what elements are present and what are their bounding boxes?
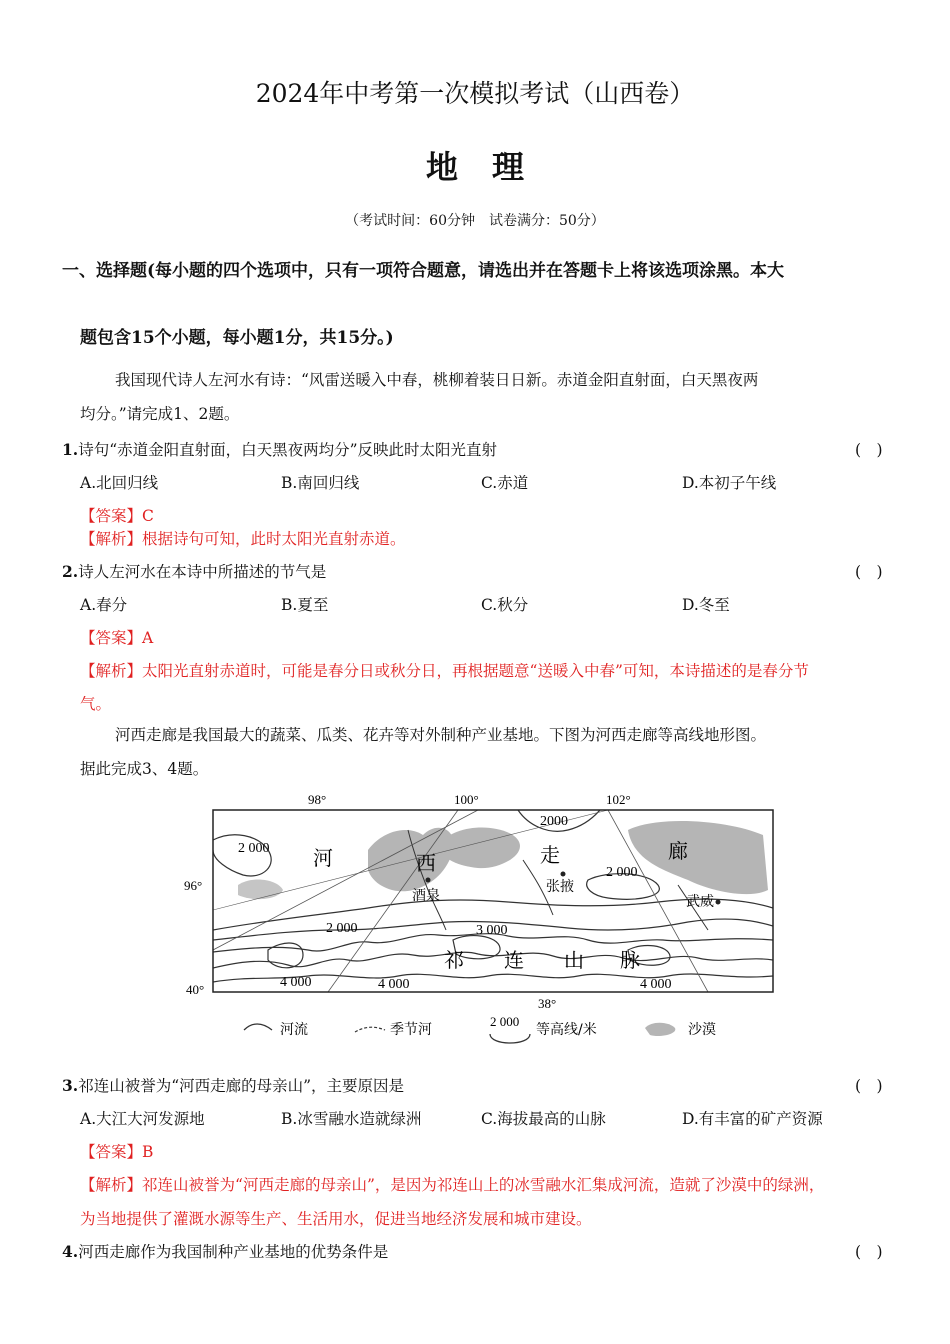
q3-option-a: A.大江大河发源地 bbox=[80, 1110, 205, 1128]
q1-answer bbox=[80, 504, 154, 526]
lat-label-38: 38° bbox=[538, 996, 557, 1011]
intro-passage-line1: 我国现代诗人左河水有诗：“风雷送暖入中春，桃柳着装日日新。赤道金阳直射面，白天黑夜两 bbox=[115, 371, 759, 389]
intro-passage-line2: 均分。”请完成1、2题。 bbox=[80, 405, 240, 423]
question-2-stem: 诗人左河水在本诗中所描述的节气是 bbox=[78, 563, 327, 581]
city-jiuquan: 酒泉 bbox=[412, 888, 440, 904]
question-2-number: 2. bbox=[62, 562, 79, 581]
legend-contour-value: 2 000 bbox=[490, 1014, 520, 1029]
contour-label: 2 000 bbox=[238, 841, 270, 856]
question-3-number: 3. bbox=[62, 1076, 79, 1095]
mountain-label-shan: 山 bbox=[564, 948, 584, 972]
q1-option-c: C.赤道 bbox=[481, 474, 529, 492]
contour-label: 2000 bbox=[540, 814, 568, 829]
legend-river: 河流 bbox=[280, 1022, 308, 1038]
q2-analysis bbox=[80, 659, 809, 681]
q3-answer-value: B bbox=[142, 1143, 154, 1161]
q3-answer-label: 【答案】 bbox=[80, 1143, 143, 1161]
desert-legend-icon bbox=[645, 1023, 675, 1036]
legend-contour: 等高线/米 bbox=[536, 1022, 597, 1038]
subject-title: 地理 bbox=[425, 148, 558, 186]
question-4-number: 4. bbox=[62, 1242, 79, 1261]
question-4-answer-blank: ( ) bbox=[855, 1243, 883, 1261]
q1-option-b: B.南回归线 bbox=[281, 474, 360, 492]
lon-label-100: 100° bbox=[454, 792, 479, 807]
river-legend-icon bbox=[244, 1024, 272, 1030]
question-3 bbox=[62, 1074, 404, 1096]
q1-analysis bbox=[80, 527, 406, 549]
q1-answer-value: C bbox=[142, 507, 154, 525]
question-2-answer-blank: ( ) bbox=[855, 563, 883, 581]
contour-label: 2 000 bbox=[326, 921, 358, 936]
question-3-answer-blank: ( ) bbox=[855, 1077, 883, 1095]
contour-label: 2 000 bbox=[606, 865, 638, 880]
question-1-answer-blank: ( ) bbox=[855, 441, 883, 459]
section-heading-line2: 题包含15个小题，每小题1分，共15分。) bbox=[80, 328, 394, 348]
city-marker-wuwei bbox=[716, 900, 721, 905]
city-marker-jiuquan bbox=[426, 878, 431, 883]
corridor-label-lang: 廊 bbox=[668, 839, 688, 863]
q1-analysis-label: 【解析】 bbox=[80, 530, 143, 548]
question-1 bbox=[62, 438, 497, 460]
q2-option-d: D.冬至 bbox=[682, 596, 730, 614]
question-2 bbox=[62, 560, 326, 582]
q2-option-b: B.夏至 bbox=[281, 596, 329, 614]
lat-label-40: 40° bbox=[186, 982, 205, 997]
q1-analysis-text: 根据诗句可知，此时太阳光直射赤道。 bbox=[142, 530, 406, 548]
lat-label-96: 96° bbox=[184, 878, 203, 893]
corridor-label-he: 河 bbox=[313, 846, 333, 870]
exam-info: （考试时间：60分钟 试卷满分：50分） bbox=[345, 213, 605, 229]
contour-label: 3 000 bbox=[476, 923, 508, 938]
question-4-stem: 河西走廊作为我国制种产业基地的优势条件是 bbox=[78, 1243, 389, 1261]
q2-analysis-text-line1: 太阳光直射赤道时，可能是春分日或秋分日，再根据题意“送暖入中春”可知，本诗描述的是春分节 bbox=[142, 662, 809, 680]
question-3-stem: 祁连山被誉为“河西走廊的母亲山”，主要原因是 bbox=[78, 1077, 405, 1095]
q2-answer-value: A bbox=[142, 629, 154, 647]
q2-answer-label: 【答案】 bbox=[80, 629, 143, 647]
mountain-label-mai: 脉 bbox=[620, 948, 640, 972]
q2-answer bbox=[80, 626, 153, 648]
desert-area bbox=[368, 828, 454, 892]
contour-label: 4 000 bbox=[378, 977, 410, 992]
corridor-label-xi: 西 bbox=[416, 851, 436, 875]
intro2-passage-line1: 河西走廊是我国最大的蔬菜、瓜类、花卉等对外制种产业基地。下图为河西走廊等高线地形图。 bbox=[115, 726, 767, 744]
map-legend bbox=[240, 1010, 760, 1052]
lon-label-98: 98° bbox=[308, 792, 327, 807]
q3-analysis-label: 【解析】 bbox=[80, 1176, 143, 1194]
q3-analysis-text-line2: 为当地提供了灌溉水源等生产、生活用水，促进当地经济发展和城市建设。 bbox=[80, 1210, 592, 1228]
desert-area bbox=[238, 880, 283, 900]
mountain-label-qi: 祁 bbox=[444, 948, 464, 972]
question-1-stem: 诗句“赤道金阳直射面，白天黑夜两均分”反映此时太阳光直射 bbox=[78, 441, 498, 459]
exam-title: 2024年中考第一次模拟考试（山西卷） bbox=[255, 79, 695, 108]
contour-legend-icon bbox=[490, 1034, 530, 1043]
contour-label: 4 000 bbox=[640, 977, 672, 992]
question-1-number: 1. bbox=[62, 440, 79, 459]
legend-desert: 沙漠 bbox=[688, 1022, 716, 1038]
corridor-label-zou: 走 bbox=[540, 843, 560, 867]
q3-option-b: B.冰雪融水造就绿洲 bbox=[281, 1110, 422, 1128]
contour-label: 4 000 bbox=[280, 975, 312, 990]
lon-label-102: 102° bbox=[606, 792, 631, 807]
city-wuwei: 武威 bbox=[686, 894, 714, 910]
legend-seasonal-river: 季节河 bbox=[390, 1022, 432, 1038]
q2-analysis-text-line2: 气。 bbox=[80, 695, 112, 713]
q2-analysis-label: 【解析】 bbox=[80, 662, 143, 680]
q1-option-d: D.本初子午线 bbox=[682, 474, 777, 492]
q3-analysis bbox=[80, 1173, 824, 1195]
city-zhangye: 张掖 bbox=[546, 879, 574, 895]
q3-option-c: C.海拔最高的山脉 bbox=[481, 1110, 606, 1128]
seasonal-river-legend-icon bbox=[355, 1027, 385, 1032]
desert-area bbox=[628, 821, 768, 894]
q1-answer-label: 【答案】 bbox=[80, 507, 143, 525]
q3-analysis-text-line1: 祁连山被誉为“河西走廊的母亲山”，是因为祁连山上的冰雪融水汇集成河流，造就了沙漠中的绿洲， bbox=[142, 1176, 825, 1194]
q2-option-c: C.秋分 bbox=[481, 596, 529, 614]
q1-option-a: A.北回归线 bbox=[80, 474, 159, 492]
section-heading-line1: 一、选择题(每小题的四个选项中，只有一项符合题意，请选出并在答题卡上将该选项涂黑。本大 bbox=[62, 261, 785, 281]
mountain-label-lian: 连 bbox=[504, 948, 524, 972]
q2-option-a: A.春分 bbox=[80, 596, 128, 614]
hexi-corridor-contour-map bbox=[184, 790, 778, 1045]
q3-option-d: D.有丰富的矿产资源 bbox=[682, 1110, 823, 1128]
city-marker-zhangye bbox=[561, 872, 566, 877]
q3-answer bbox=[80, 1140, 153, 1162]
question-4 bbox=[62, 1240, 388, 1262]
intro2-passage-line2: 据此完成3、4题。 bbox=[80, 760, 209, 778]
